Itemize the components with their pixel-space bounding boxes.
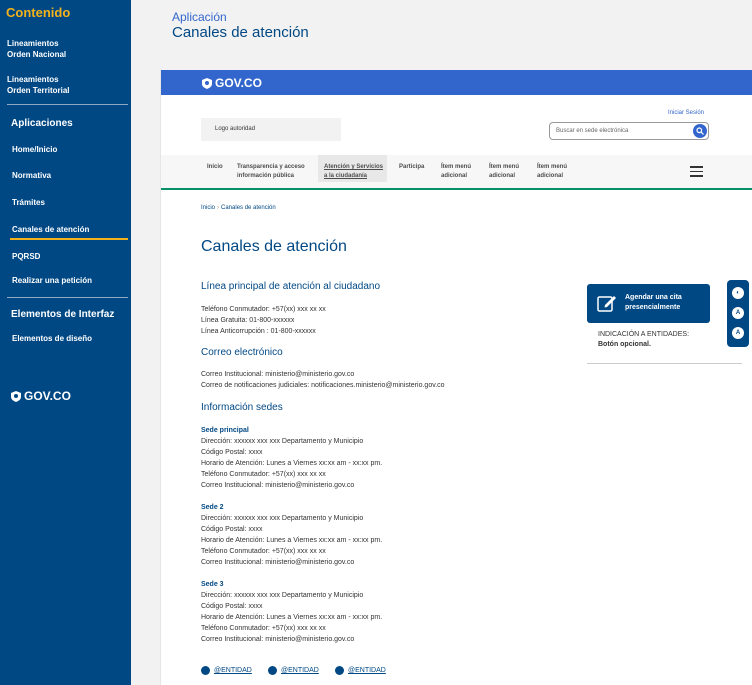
sidebar-item-label: Lineamientos	[7, 75, 59, 84]
sede-line: Teléfono Conmutador: +57(xx) xxx xx xx	[201, 625, 326, 632]
cita-line: Agendar una cita	[625, 294, 682, 301]
sede-title: Sede 3	[201, 581, 224, 588]
correo-line: Correo Institucional: ministerio@ministerio.gov.co	[201, 371, 355, 378]
indicacion-line: INDICACIÓN A ENTIDADES:	[598, 331, 690, 338]
nav-label: Ítem menú	[489, 164, 520, 170]
sidebar-item-normativa[interactable]: Normativa	[12, 171, 52, 180]
sede-block	[201, 579, 382, 645]
correo-line: Correo de notificaciones judiciales: notificaciones.ministerio@ministerio.gov.co	[201, 382, 445, 389]
sidebar-section-aplicaciones: Aplicaciones	[11, 118, 73, 129]
sidebar-active-indicator	[10, 238, 128, 240]
breadcrumb-current: Canales de atención	[221, 205, 276, 211]
sede-line: Teléfono Conmutador: +57(xx) xxx xx xx	[201, 548, 326, 555]
sedes-heading: Información sedes	[201, 402, 283, 413]
preview-frame	[160, 70, 752, 685]
sidebar-section-elementos: Elementos de Interfaz	[11, 309, 115, 320]
nav-label: adicional	[489, 173, 516, 179]
nav-label: Atención y Servicios	[324, 164, 384, 170]
search-input[interactable]	[549, 122, 709, 140]
nav-label: adicional	[441, 173, 468, 179]
logo-autoridad: Logo autoridad	[201, 118, 341, 141]
sede-line: Correo Institucional: ministerio@ministerio.gov.co	[201, 559, 355, 566]
nav-label: adicional	[537, 173, 564, 179]
accessibility-bar	[727, 280, 749, 347]
sidebar-item-elementos-diseno[interactable]: Elementos de diseño	[12, 334, 93, 343]
page-supertitle: Aplicación	[172, 10, 227, 24]
decrease-font-icon[interactable]: A	[732, 307, 744, 319]
linea-info	[201, 304, 326, 337]
sidebar-item-pqrsd[interactable]: PQRSD	[12, 252, 41, 261]
govco-shield-icon	[11, 391, 21, 402]
sede-title: Sede principal	[201, 427, 249, 434]
content-heading: Canales de atención	[201, 238, 347, 255]
indicacion-note	[598, 330, 689, 350]
social-instagram-link[interactable]	[268, 666, 319, 675]
linea-line: Línea Anticorrupción : 01-800-xxxxxx	[201, 328, 316, 335]
sede-line: Dirección: xxxxxx xxx xxx Departamento y Municipio	[201, 592, 364, 599]
govco-bar-logo[interactable]	[202, 76, 262, 90]
edit-icon	[597, 293, 617, 313]
instagram-icon	[268, 666, 277, 675]
nav-item-transparencia[interactable]	[237, 163, 305, 181]
sidebar-item-label: Orden Nacional	[7, 50, 67, 59]
social-twitter-link[interactable]	[201, 666, 252, 675]
sede-line: Teléfono Conmutador: +57(xx) xxx xx xx	[201, 471, 326, 478]
sede-block	[201, 502, 382, 568]
sidebar-item-lineamientos-nacional[interactable]	[7, 38, 66, 60]
main-nav	[161, 155, 752, 190]
nav-label: Ítem menú	[537, 164, 568, 170]
sede-line: Horario de Atención: Lunes a Viernes xx:xx am - xx:xx pm.	[201, 460, 383, 467]
linea-line: Teléfono Conmutador: +57(xx) xxx xx xx	[201, 306, 326, 313]
govco-logo-text: GOV.CO	[24, 389, 71, 403]
sidebar-item-label: Lineamientos	[7, 39, 59, 48]
sede-line: Horario de Atención: Lunes a Viernes xx:xx am - xx:xx pm.	[201, 614, 383, 621]
sede-line: Código Postal: xxxx	[201, 603, 263, 610]
sede-block	[201, 425, 382, 491]
divider	[587, 363, 742, 364]
increase-font-icon[interactable]: A	[732, 327, 744, 339]
search-icon	[696, 127, 704, 135]
login-link[interactable]: Iniciar Sesión	[668, 110, 705, 116]
sidebar-title: Contenido	[6, 5, 71, 20]
social-facebook-link[interactable]	[335, 666, 386, 675]
nav-label: a la ciudadanía	[324, 173, 368, 179]
social-label: @ENTIDAD	[281, 667, 319, 674]
govco-bar-logo-text: GOV.CO	[215, 76, 262, 90]
cita-line: presencialmente	[625, 304, 681, 311]
nav-label: Participa	[399, 164, 425, 170]
linea-line: Línea Gratuita: 01-800-xxxxxx	[201, 317, 295, 324]
sede-line: Dirección: xxxxxx xxx xxx Departamento y Municipio	[201, 438, 364, 445]
twitter-icon	[201, 666, 210, 675]
nav-item-inicio[interactable]	[207, 163, 223, 172]
breadcrumb-separator: ›	[217, 205, 220, 211]
nav-label: información pública	[237, 173, 295, 179]
sidebar-divider	[7, 104, 128, 105]
search-placeholder: Buscar en sede electrónica	[556, 128, 629, 134]
sidebar-item-lineamientos-territorial[interactable]	[7, 74, 70, 96]
nav-item-participa[interactable]	[399, 163, 424, 172]
sede-line: Correo Institucional: ministerio@ministerio.gov.co	[201, 636, 355, 643]
sede-line: Código Postal: xxxx	[201, 449, 263, 456]
agendar-cita-label	[625, 293, 705, 313]
breadcrumb-home[interactable]: Inicio	[201, 205, 216, 211]
linea-heading: Línea principal de atención al ciudadano	[201, 281, 381, 292]
nav-label: Ítem menú	[441, 164, 472, 170]
facebook-icon	[335, 666, 344, 675]
govco-shield-icon	[202, 78, 212, 89]
sidebar-divider	[7, 297, 128, 298]
nav-item-atencion[interactable]	[318, 155, 387, 182]
nav-item-adicional-3[interactable]	[537, 163, 567, 181]
breadcrumb	[201, 205, 276, 211]
sidebar-item-tramites[interactable]: Trámites	[12, 198, 45, 207]
social-label: @ENTIDAD	[348, 667, 386, 674]
page-title: Canales de atención	[172, 24, 309, 41]
nav-label: Inicio	[207, 164, 223, 170]
sidebar-item-canales[interactable]: Canales de atención	[12, 225, 90, 234]
search-button[interactable]	[693, 124, 707, 138]
nav-item-adicional-2[interactable]	[489, 163, 519, 181]
sede-line: Dirección: xxxxxx xxx xxx Departamento y Municipio	[201, 515, 364, 522]
sidebar-item-home[interactable]: Home/Inicio	[12, 145, 58, 154]
govco-top-bar	[161, 70, 752, 95]
indicacion-line: Botón opcional.	[598, 341, 651, 348]
sede-line: Código Postal: xxxx	[201, 526, 263, 533]
sidebar	[0, 0, 131, 685]
sede-line: Horario de Atención: Lunes a Viernes xx:xx am - xx:xx pm.	[201, 537, 383, 544]
contrast-icon[interactable]: ◐	[732, 287, 744, 299]
govco-logo[interactable]	[11, 389, 71, 403]
hamburger-menu-icon[interactable]	[690, 166, 703, 180]
nav-label: Transparencia y acceso	[237, 164, 305, 170]
agendar-cita-button[interactable]	[587, 284, 710, 323]
correo-heading: Correo electrónico	[201, 347, 283, 358]
social-label: @ENTIDAD	[214, 667, 252, 674]
sidebar-item-label: Orden Territorial	[7, 86, 70, 95]
nav-item-adicional-1[interactable]	[441, 163, 471, 181]
sede-line: Correo Institucional: ministerio@ministerio.gov.co	[201, 482, 355, 489]
sidebar-item-peticion[interactable]: Realizar una petición	[12, 276, 93, 285]
correo-info	[201, 369, 445, 391]
sede-title: Sede 2	[201, 504, 224, 511]
